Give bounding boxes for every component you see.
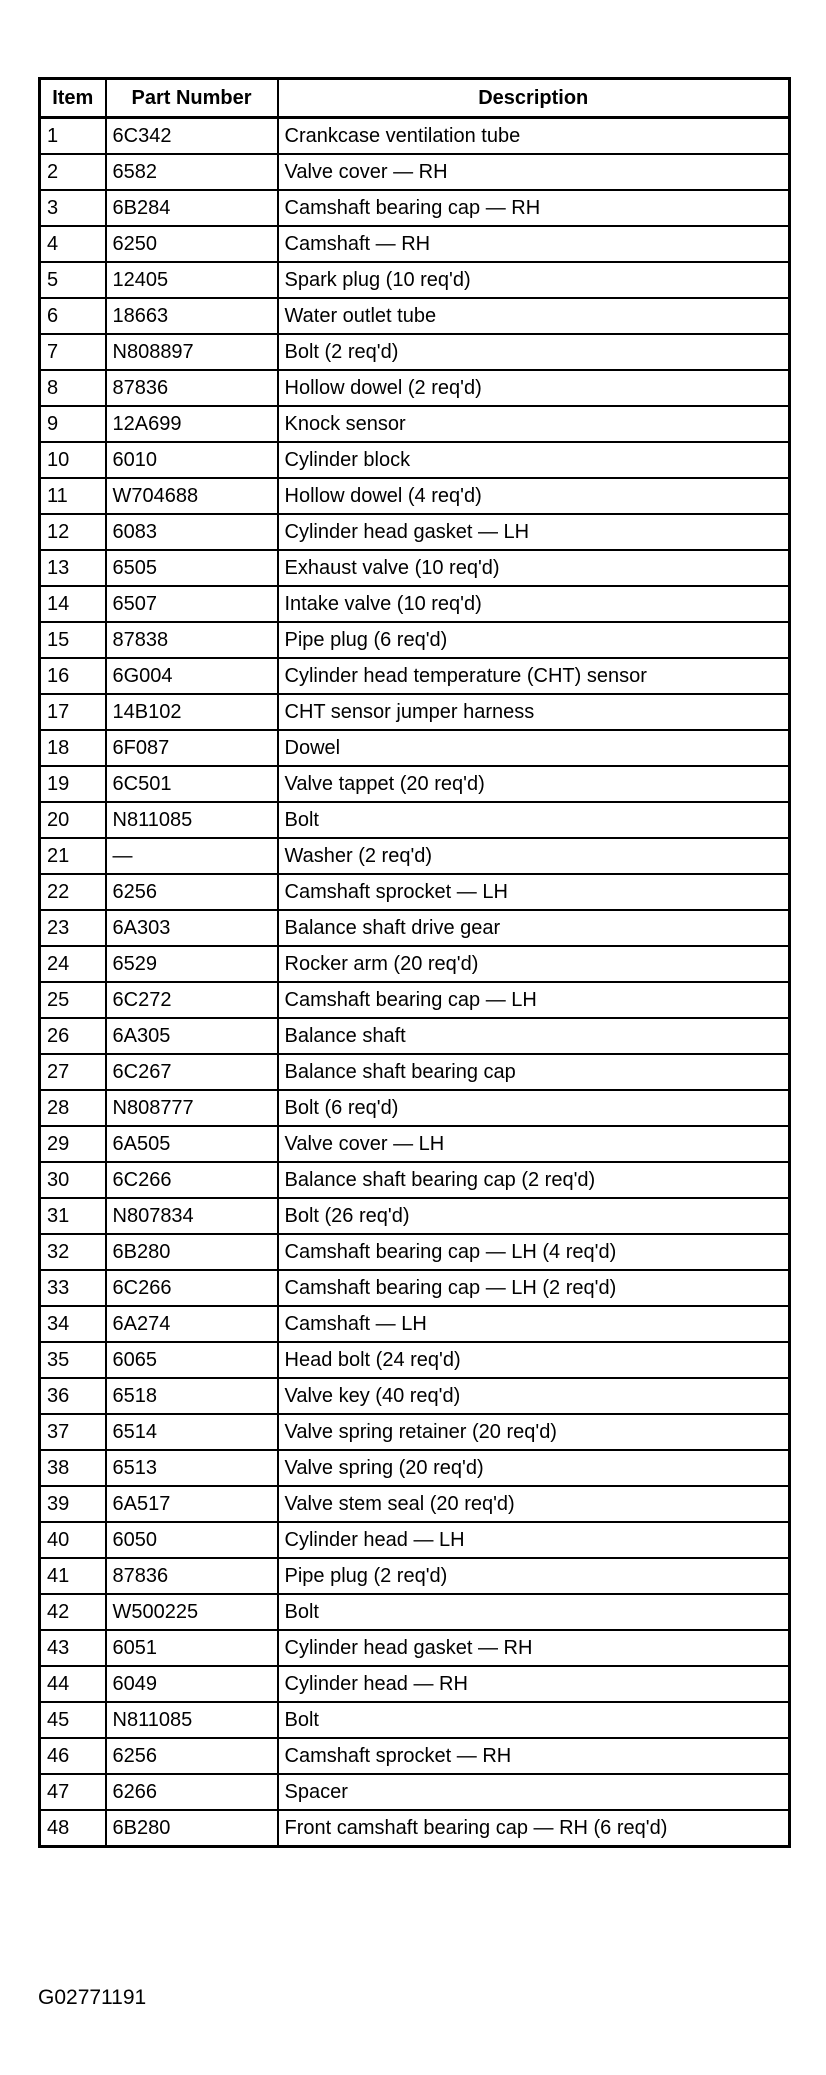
cell-part-number: 6B280 (106, 1234, 278, 1270)
table-row (40, 946, 790, 982)
cell-description: Dowel (278, 730, 790, 766)
cell-item: 23 (40, 910, 106, 946)
cell-item: 9 (40, 406, 106, 442)
cell-description: Exhaust valve (10 req'd) (278, 550, 790, 586)
cell-item: 40 (40, 1522, 106, 1558)
cell-item: 36 (40, 1378, 106, 1414)
cell-item: 13 (40, 550, 106, 586)
cell-item: 15 (40, 622, 106, 658)
table-row (40, 658, 790, 694)
table-row (40, 838, 790, 874)
cell-item: 5 (40, 262, 106, 298)
cell-part-number: 6C267 (106, 1054, 278, 1090)
cell-part-number: 87836 (106, 370, 278, 406)
cell-part-number: 6010 (106, 442, 278, 478)
cell-part-number: N811085 (106, 1702, 278, 1738)
table-row (40, 802, 790, 838)
cell-description: Camshaft bearing cap — LH (4 req'd) (278, 1234, 790, 1270)
cell-part-number: 6514 (106, 1414, 278, 1450)
cell-part-number: 6051 (106, 1630, 278, 1666)
cell-description: CHT sensor jumper harness (278, 694, 790, 730)
cell-item: 11 (40, 478, 106, 514)
cell-item: 1 (40, 118, 106, 155)
table-row (40, 262, 790, 298)
cell-item: 34 (40, 1306, 106, 1342)
cell-part-number: 6C266 (106, 1162, 278, 1198)
cell-description: Rocker arm (20 req'd) (278, 946, 790, 982)
cell-item: 14 (40, 586, 106, 622)
cell-item: 8 (40, 370, 106, 406)
header-part-number: Part Number (106, 79, 278, 118)
cell-item: 18 (40, 730, 106, 766)
table-row (40, 1774, 790, 1810)
table-row (40, 1486, 790, 1522)
cell-item: 24 (40, 946, 106, 982)
cell-item: 12 (40, 514, 106, 550)
cell-item: 29 (40, 1126, 106, 1162)
cell-description: Bolt (278, 1594, 790, 1630)
cell-part-number: 87836 (106, 1558, 278, 1594)
cell-item: 26 (40, 1018, 106, 1054)
cell-description: Camshaft bearing cap — RH (278, 190, 790, 226)
cell-description: Spacer (278, 1774, 790, 1810)
cell-item: 17 (40, 694, 106, 730)
cell-item: 43 (40, 1630, 106, 1666)
cell-description: Head bolt (24 req'd) (278, 1342, 790, 1378)
cell-item: 46 (40, 1738, 106, 1774)
cell-description: Camshaft — RH (278, 226, 790, 262)
cell-part-number: 6C501 (106, 766, 278, 802)
cell-description: Cylinder head gasket — RH (278, 1630, 790, 1666)
cell-description: Camshaft sprocket — RH (278, 1738, 790, 1774)
parts-table (38, 77, 791, 1848)
cell-item: 47 (40, 1774, 106, 1810)
cell-item: 33 (40, 1270, 106, 1306)
cell-part-number: W704688 (106, 478, 278, 514)
cell-description: Washer (2 req'd) (278, 838, 790, 874)
table-row (40, 1594, 790, 1630)
cell-item: 27 (40, 1054, 106, 1090)
table-row (40, 1018, 790, 1054)
cell-item: 20 (40, 802, 106, 838)
cell-description: Valve cover — RH (278, 154, 790, 190)
cell-item: 25 (40, 982, 106, 1018)
cell-item: 21 (40, 838, 106, 874)
cell-description: Bolt (6 req'd) (278, 1090, 790, 1126)
cell-part-number: 6C342 (106, 118, 278, 155)
cell-description: Valve stem seal (20 req'd) (278, 1486, 790, 1522)
table-row (40, 1666, 790, 1702)
table-row (40, 586, 790, 622)
cell-description: Hollow dowel (2 req'd) (278, 370, 790, 406)
table-row (40, 1414, 790, 1450)
table-row (40, 406, 790, 442)
cell-item: 31 (40, 1198, 106, 1234)
cell-description: Intake valve (10 req'd) (278, 586, 790, 622)
cell-item: 16 (40, 658, 106, 694)
cell-description: Knock sensor (278, 406, 790, 442)
cell-part-number: 6529 (106, 946, 278, 982)
table-row (40, 1306, 790, 1342)
cell-part-number: 18663 (106, 298, 278, 334)
cell-description: Spark plug (10 req'd) (278, 262, 790, 298)
cell-description: Cylinder head temperature (CHT) sensor (278, 658, 790, 694)
cell-part-number: 6050 (106, 1522, 278, 1558)
table-row (40, 910, 790, 946)
cell-part-number: 6507 (106, 586, 278, 622)
cell-description: Bolt (2 req'd) (278, 334, 790, 370)
table-row (40, 1198, 790, 1234)
cell-description: Crankcase ventilation tube (278, 118, 790, 155)
cell-part-number: — (106, 838, 278, 874)
cell-item: 48 (40, 1810, 106, 1847)
cell-part-number: N808897 (106, 334, 278, 370)
cell-part-number: 6049 (106, 1666, 278, 1702)
table-row (40, 1378, 790, 1414)
cell-part-number: 6582 (106, 154, 278, 190)
header-item: Item (40, 79, 106, 118)
cell-part-number: W500225 (106, 1594, 278, 1630)
cell-description: Valve spring retainer (20 req'd) (278, 1414, 790, 1450)
table-row (40, 1126, 790, 1162)
cell-part-number: N808777 (106, 1090, 278, 1126)
table-row (40, 118, 790, 155)
cell-description: Valve tappet (20 req'd) (278, 766, 790, 802)
table-row (40, 1630, 790, 1666)
cell-item: 30 (40, 1162, 106, 1198)
cell-part-number: 6266 (106, 1774, 278, 1810)
table-row (40, 1558, 790, 1594)
cell-part-number: 87838 (106, 622, 278, 658)
cell-item: 32 (40, 1234, 106, 1270)
cell-item: 39 (40, 1486, 106, 1522)
table-row (40, 1162, 790, 1198)
cell-part-number: 6B284 (106, 190, 278, 226)
cell-part-number: 6B280 (106, 1810, 278, 1847)
cell-item: 7 (40, 334, 106, 370)
cell-description: Cylinder block (278, 442, 790, 478)
header-description: Description (278, 79, 790, 118)
table-row (40, 1522, 790, 1558)
cell-part-number: 6518 (106, 1378, 278, 1414)
table-row (40, 1450, 790, 1486)
cell-item: 37 (40, 1414, 106, 1450)
cell-part-number: 6F087 (106, 730, 278, 766)
table-row (40, 550, 790, 586)
cell-description: Balance shaft drive gear (278, 910, 790, 946)
cell-part-number: 6A517 (106, 1486, 278, 1522)
table-row (40, 1738, 790, 1774)
table-row (40, 730, 790, 766)
cell-part-number: 6065 (106, 1342, 278, 1378)
cell-item: 10 (40, 442, 106, 478)
table-row (40, 190, 790, 226)
table-row (40, 226, 790, 262)
table-row (40, 1342, 790, 1378)
cell-description: Camshaft sprocket — LH (278, 874, 790, 910)
table-row (40, 1810, 790, 1847)
cell-part-number: 6513 (106, 1450, 278, 1486)
cell-part-number: 12A699 (106, 406, 278, 442)
cell-description: Pipe plug (6 req'd) (278, 622, 790, 658)
table-row (40, 370, 790, 406)
cell-part-number: 6256 (106, 1738, 278, 1774)
cell-description: Cylinder head — LH (278, 1522, 790, 1558)
cell-part-number: 6256 (106, 874, 278, 910)
cell-description: Balance shaft bearing cap (278, 1054, 790, 1090)
cell-part-number: 12405 (106, 262, 278, 298)
table-row (40, 154, 790, 190)
table-row (40, 478, 790, 514)
cell-part-number: 6A505 (106, 1126, 278, 1162)
cell-item: 41 (40, 1558, 106, 1594)
cell-description: Bolt (278, 802, 790, 838)
cell-description: Balance shaft (278, 1018, 790, 1054)
cell-description: Hollow dowel (4 req'd) (278, 478, 790, 514)
table-row (40, 514, 790, 550)
table-row (40, 298, 790, 334)
cell-description: Valve cover — LH (278, 1126, 790, 1162)
cell-item: 22 (40, 874, 106, 910)
table-body (40, 118, 790, 1847)
cell-description: Water outlet tube (278, 298, 790, 334)
table-row (40, 442, 790, 478)
cell-item: 42 (40, 1594, 106, 1630)
table-row (40, 1234, 790, 1270)
cell-part-number: 6A274 (106, 1306, 278, 1342)
cell-item: 35 (40, 1342, 106, 1378)
cell-item: 4 (40, 226, 106, 262)
cell-description: Pipe plug (2 req'd) (278, 1558, 790, 1594)
cell-part-number: 6A303 (106, 910, 278, 946)
cell-description: Balance shaft bearing cap (2 req'd) (278, 1162, 790, 1198)
table-header-row (40, 79, 790, 118)
cell-description: Front camshaft bearing cap — RH (6 req'd) (278, 1810, 790, 1847)
cell-description: Camshaft — LH (278, 1306, 790, 1342)
cell-part-number: 14B102 (106, 694, 278, 730)
table-row (40, 766, 790, 802)
cell-part-number: 6083 (106, 514, 278, 550)
cell-description: Valve key (40 req'd) (278, 1378, 790, 1414)
cell-part-number: N811085 (106, 802, 278, 838)
table-row (40, 982, 790, 1018)
cell-part-number: 6G004 (106, 658, 278, 694)
cell-part-number: 6C272 (106, 982, 278, 1018)
cell-part-number: 6250 (106, 226, 278, 262)
table-row (40, 1270, 790, 1306)
table-row (40, 694, 790, 730)
cell-description: Bolt (26 req'd) (278, 1198, 790, 1234)
table-row (40, 1702, 790, 1738)
cell-description: Bolt (278, 1702, 790, 1738)
cell-item: 45 (40, 1702, 106, 1738)
cell-part-number: 6A305 (106, 1018, 278, 1054)
cell-description: Camshaft bearing cap — LH (2 req'd) (278, 1270, 790, 1306)
table-row (40, 1090, 790, 1126)
cell-part-number: 6505 (106, 550, 278, 586)
table-row (40, 1054, 790, 1090)
cell-item: 28 (40, 1090, 106, 1126)
cell-part-number: N807834 (106, 1198, 278, 1234)
cell-item: 2 (40, 154, 106, 190)
cell-item: 19 (40, 766, 106, 802)
cell-description: Valve spring (20 req'd) (278, 1450, 790, 1486)
cell-item: 3 (40, 190, 106, 226)
cell-part-number: 6C266 (106, 1270, 278, 1306)
table-row (40, 622, 790, 658)
table-row (40, 334, 790, 370)
cell-description: Cylinder head gasket — LH (278, 514, 790, 550)
cell-description: Cylinder head — RH (278, 1666, 790, 1702)
cell-item: 6 (40, 298, 106, 334)
cell-item: 44 (40, 1666, 106, 1702)
table-row (40, 874, 790, 910)
cell-description: Camshaft bearing cap — LH (278, 982, 790, 1018)
figure-id: G02771191 (38, 1986, 147, 2009)
cell-item: 38 (40, 1450, 106, 1486)
